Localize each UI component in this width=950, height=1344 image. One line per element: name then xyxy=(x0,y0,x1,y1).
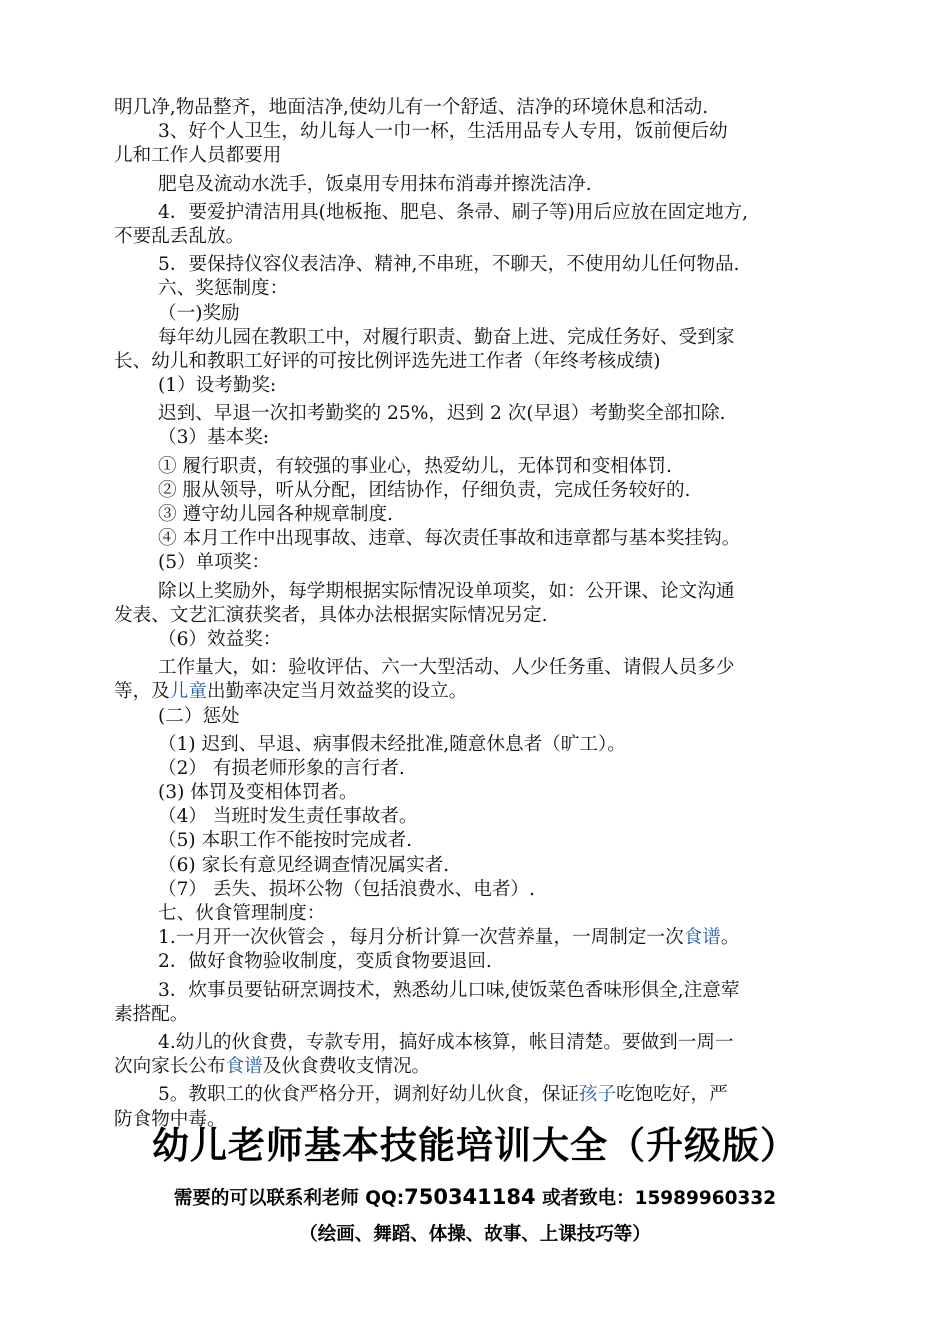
line-text: 明几净,物品整齐，地面洁净,使幼儿有一个舒适、洁净的环境休息和活动. xyxy=(114,97,709,118)
line-text: ① 履行职责，有较强的事业心，热爱幼儿，无体罚和变相体罚. xyxy=(158,455,672,477)
text-line xyxy=(114,781,860,805)
contact-suffix: 或者致电：15989960332 xyxy=(535,1188,777,1209)
text-line xyxy=(114,374,860,398)
text-line xyxy=(114,705,860,729)
text-line xyxy=(114,479,860,503)
line-text: 次向家长公布 xyxy=(114,1056,226,1078)
line-text: 迟到、早退一次扣考勤奖的 25%，迟到 2 次(早退）考勤奖全部扣除. xyxy=(158,403,726,425)
line-text: 素搭配。 xyxy=(114,1003,189,1025)
text-line xyxy=(114,302,860,326)
line-text: 3．炊事员要钻研烹调技术，熟悉幼儿口味,使饭菜色香味形俱全,注意荤 xyxy=(158,979,740,1001)
line-text: 1.一月开一次伙管会 ，每月分析计算一次营养量，一周制定一次 xyxy=(158,927,684,949)
text-line xyxy=(114,680,860,704)
line-text: ③ 遵守幼儿园各种规章制度. xyxy=(158,504,393,525)
text-line xyxy=(114,551,860,575)
text-line xyxy=(114,854,860,878)
line-text: 5．要保持仪容仪表洁净、精神,不串班，不聊天，不使用幼儿任何物品. xyxy=(158,254,740,276)
promo-topics: （绘画、舞蹈、体操、故事、上课技巧等） xyxy=(299,1224,651,1245)
line-text: 发表、文艺汇演获奖者，具体办法根据实际情况另定. xyxy=(114,604,548,626)
text-line xyxy=(114,201,860,225)
text-line xyxy=(114,604,860,628)
promo-contact xyxy=(0,1184,950,1212)
line-text: 4．要爱护清洁用具(地板拖、肥皂、条帚、刷子等)用后应放在固定地方, xyxy=(158,201,749,223)
text-line xyxy=(114,277,860,301)
inline-link[interactable]: 食谱 xyxy=(225,1056,263,1078)
line-text: 六、奖惩制度： xyxy=(158,278,289,300)
text-line xyxy=(114,733,860,757)
line-text: ④ 本月工作中出现事故、违章、每次责任事故和违章都与基本奖挂钩。 xyxy=(158,528,741,550)
line-text: 儿和工作人员都要用 xyxy=(114,145,282,167)
line-text: 等，及 xyxy=(114,681,170,703)
text-line xyxy=(114,1055,860,1079)
line-text: （1) 迟到、早退、病事假未经批准,随意休息者（旷工）。 xyxy=(158,733,626,755)
text-line xyxy=(114,225,860,249)
document-body xyxy=(114,96,860,1132)
text-line xyxy=(114,580,860,604)
text-line xyxy=(114,805,860,829)
line-text: 3、好个人卫生，幼儿每人一巾一杯，生活用品专人专用，饭前便后幼 xyxy=(158,121,728,143)
text-line xyxy=(114,120,860,144)
line-text: 七、伙食管理制度： xyxy=(158,903,326,924)
text-line xyxy=(114,979,860,1003)
contact-prefix: 需要的可以联系利老师 QQ: xyxy=(173,1188,405,1209)
line-text-after: 及伙食费收支情况。 xyxy=(262,1056,431,1078)
line-text: （7） 丢失、损坏公物（包括浪费水、电者）. xyxy=(158,878,535,900)
line-text: （5) 本职工作不能按时完成者. xyxy=(158,830,413,852)
text-line xyxy=(114,902,860,926)
text-line xyxy=(114,656,860,680)
line-text: （6）效益奖： xyxy=(158,628,282,650)
line-text: (5）单项奖： xyxy=(158,552,271,574)
text-line xyxy=(114,426,860,450)
inline-link[interactable]: 儿童 xyxy=(169,681,207,703)
text-line xyxy=(114,144,860,168)
line-text: ② 服从领导，听从分配，团结协作，仔细负责，完成任务较好的. xyxy=(158,479,691,501)
text-line xyxy=(114,96,860,120)
line-text: 每年幼儿园在教职工中，对履行职责、勤奋上进、完成任务好、受到家 xyxy=(158,326,735,348)
line-text: (二）惩处 xyxy=(158,705,240,727)
text-line xyxy=(114,326,860,350)
line-text: 4.幼儿的伙食费，专款专用，搞好成本核算，帐目清楚。要做到一周一 xyxy=(158,1031,734,1053)
text-line xyxy=(114,628,860,652)
line-text-after: 。 xyxy=(720,927,740,949)
text-line xyxy=(114,878,860,902)
line-text-after: 出勤率决定当月效益奖的设立。 xyxy=(207,681,468,703)
text-line xyxy=(114,926,860,950)
text-line xyxy=(114,253,860,277)
line-text: 防食物中毒。 xyxy=(114,1108,226,1130)
line-text: 除以上奖励外，每学期根据实际情况设单项奖，如：公开课、论文沟通 xyxy=(158,580,735,602)
text-line xyxy=(114,1003,860,1027)
text-line xyxy=(114,527,860,551)
line-text-after: 吃饱吃好，严 xyxy=(616,1084,728,1106)
text-line xyxy=(114,350,860,374)
text-line xyxy=(114,829,860,853)
inline-link[interactable]: 食谱 xyxy=(683,927,721,949)
text-line xyxy=(114,503,860,527)
line-text: （6) 家长有意见经调查情况属实者. xyxy=(158,854,450,876)
text-line xyxy=(114,1083,860,1107)
text-line xyxy=(114,455,860,479)
qq-number: 750341184 xyxy=(404,1185,536,1209)
line-text: 工作量大，如：验收评估、六一大型活动、人少任务重、请假人员多少 xyxy=(158,657,735,679)
text-line xyxy=(114,402,860,426)
line-text: 不要乱丢乱放。 xyxy=(114,225,245,247)
line-text: （2） 有损老师形象的言行者. xyxy=(158,757,405,779)
line-text: （3）基本奖: xyxy=(158,427,270,449)
line-text: (1）设考勤奖: xyxy=(158,375,277,397)
text-line xyxy=(114,1031,860,1055)
text-line xyxy=(114,173,860,197)
line-text: 5。教职工的伙食严格分开，调剂好幼儿伙食，保证 xyxy=(158,1084,579,1106)
promo-title: 幼儿老师基本技能培训大全（升级版） xyxy=(152,1124,798,1167)
line-text: 肥皂及流动水洗手，饭桌用专用抹布消毒并擦洗洁净. xyxy=(158,173,592,195)
inline-link[interactable]: 孩子 xyxy=(578,1084,617,1106)
line-text: (3) 体罚及变相体罚者。 xyxy=(158,782,358,804)
text-line xyxy=(114,757,860,781)
text-line xyxy=(114,950,860,974)
line-text: 长、幼儿和教职工好评的可按比例评选先进工作者（年终考核成绩) xyxy=(114,350,661,372)
line-text: （一)奖励 xyxy=(158,302,240,324)
line-text: 2．做好食物验收制度，变质食物要退回. xyxy=(158,951,492,973)
line-text: （4） 当班时发生责任事故者。 xyxy=(158,806,418,828)
